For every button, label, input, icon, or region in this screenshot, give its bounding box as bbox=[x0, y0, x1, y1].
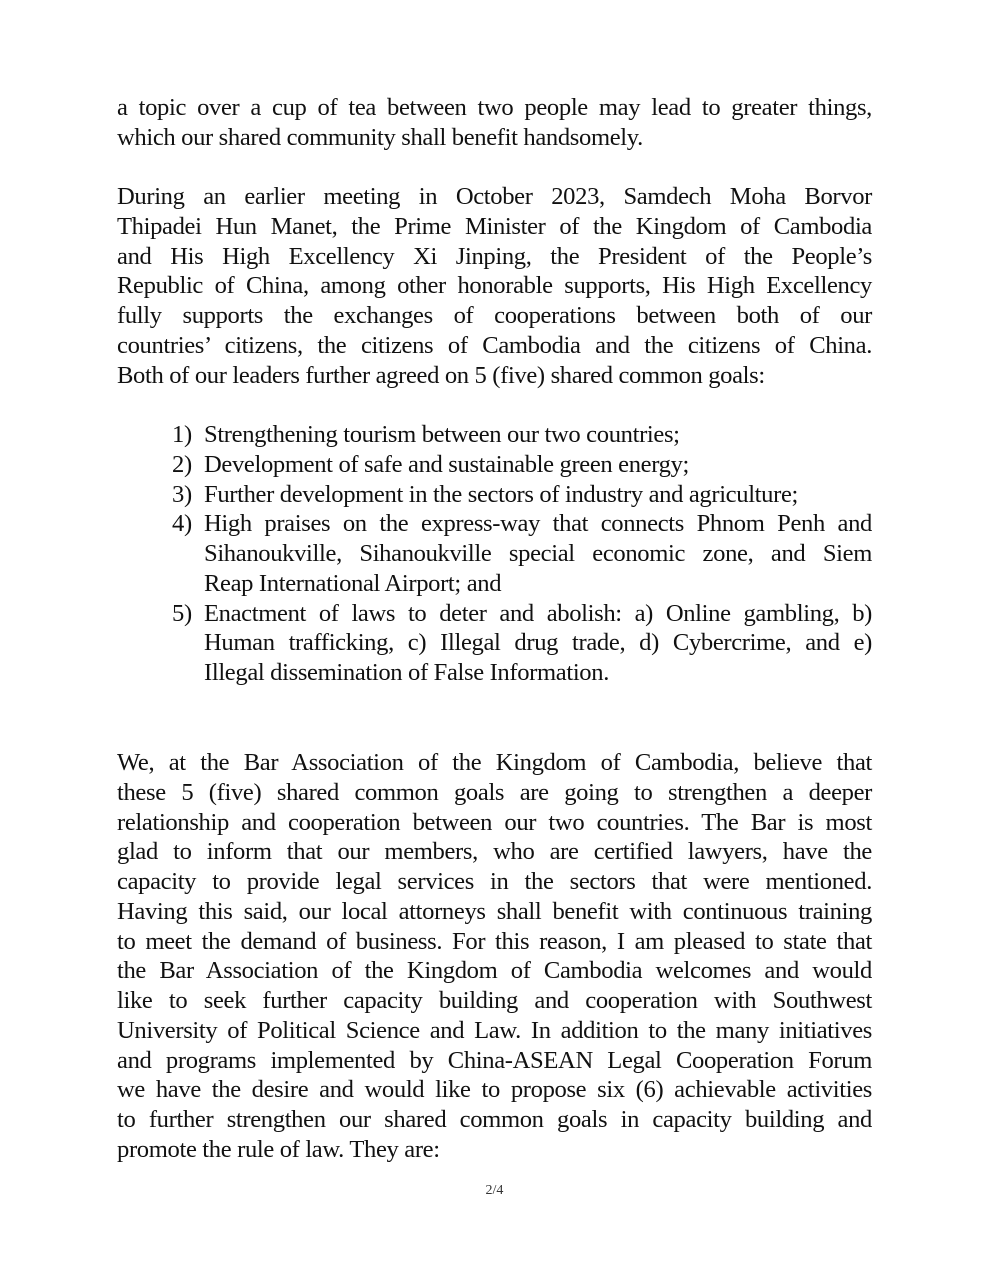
page-number: 2/4 bbox=[485, 1183, 504, 1198]
text-line: Thipadei Hun Manet, the Prime Minister of the Kingdom of Cambodia bbox=[117, 212, 872, 240]
text-line: High praises on the express-way that connects Phnom Penh and bbox=[204, 510, 872, 538]
text-line: Human trafficking, c) Illegal drug trade, d) Cybercrime, and e) bbox=[204, 629, 872, 657]
paragraph-intro-continued bbox=[117, 93, 872, 153]
goal-number: 3) bbox=[172, 480, 192, 508]
goal-number: 4) bbox=[172, 510, 192, 538]
text-line: Strengthening tourism between our two countries; bbox=[204, 421, 680, 448]
text-line: these 5 (five) shared common goals are going to strengthen a deeper bbox=[117, 778, 872, 806]
text-line: relationship and cooperation between our two countries. The Bar is most bbox=[117, 808, 872, 836]
text-line: Having this said, our local attorneys shall benefit with continuous training bbox=[117, 897, 872, 925]
text-line: Development of safe and sustainable green energy; bbox=[204, 450, 690, 478]
text-line: We, at the Bar Association of the Kingdom of Cambodia, believe that bbox=[117, 749, 872, 776]
goal-item-1 bbox=[172, 420, 872, 450]
text-line: fully supports the exchanges of cooperations between both of our bbox=[117, 302, 872, 329]
text-line: and His High Excellency Xi Jinping, the President of the People’s bbox=[117, 242, 872, 270]
text-line: a topic over a cup of tea between two people may lead to greater things, bbox=[117, 94, 872, 121]
goal-number: 2) bbox=[172, 450, 192, 478]
shared-goals-list bbox=[172, 420, 872, 688]
goal-item-5 bbox=[172, 599, 872, 688]
text-line: Sihanoukville, Sihanoukville special economic zone, and Siem bbox=[204, 540, 872, 567]
text-line: and programs implemented by China-ASEAN Legal Cooperation Forum bbox=[117, 1046, 872, 1074]
text-line: Republic of China, among other honorable supports, His High Excellency bbox=[117, 272, 872, 300]
paragraph-meeting bbox=[117, 182, 872, 390]
goal-item-4 bbox=[172, 509, 872, 598]
text-line: Further development in the sectors of industry and agriculture; bbox=[204, 480, 798, 508]
goal-number: 5) bbox=[172, 599, 192, 627]
text-line: promote the rule of law. They are: bbox=[117, 1135, 440, 1163]
text-line: University of Political Science and Law. In addition to the many initiatives bbox=[117, 1016, 872, 1044]
text-line: which our shared community shall benefit handsomely. bbox=[117, 123, 643, 151]
text-line: to further strengthen our shared common goals in capacity building and bbox=[117, 1106, 872, 1133]
goal-number: 1) bbox=[172, 421, 192, 448]
text-line: Enactment of laws to deter and abolish: a) Online gambling, b) bbox=[204, 599, 872, 627]
goal-item-2 bbox=[172, 450, 872, 480]
text-line: Both of our leaders further agreed on 5 (five) shared common goals: bbox=[117, 361, 765, 389]
paragraph-bar-association bbox=[117, 748, 872, 1165]
text-line: the Bar Association of the Kingdom of Cambodia welcomes and would bbox=[117, 957, 872, 985]
text-line: capacity to provide legal services in the sectors that were mentioned. bbox=[117, 868, 872, 895]
text-line: Illegal dissemination of False Information. bbox=[204, 659, 610, 686]
text-line: to meet the demand of business. For this reason, I am pleased to state that bbox=[117, 927, 872, 955]
text-line: glad to inform that our members, who are certified lawyers, have the bbox=[117, 838, 872, 866]
text-line: countries’ citizens, the citizens of Cambodia and the citizens of China. bbox=[117, 331, 872, 359]
text-line: During an earlier meeting in October 2023, Samdech Moha Borvor bbox=[117, 183, 872, 210]
text-line: we have the desire and would like to propose six (6) achievable activities bbox=[117, 1076, 872, 1104]
goal-item-3 bbox=[172, 480, 872, 510]
text-line: Reap International Airport; and bbox=[204, 569, 502, 597]
text-line: like to seek further capacity building and cooperation with Southwest bbox=[117, 987, 872, 1014]
